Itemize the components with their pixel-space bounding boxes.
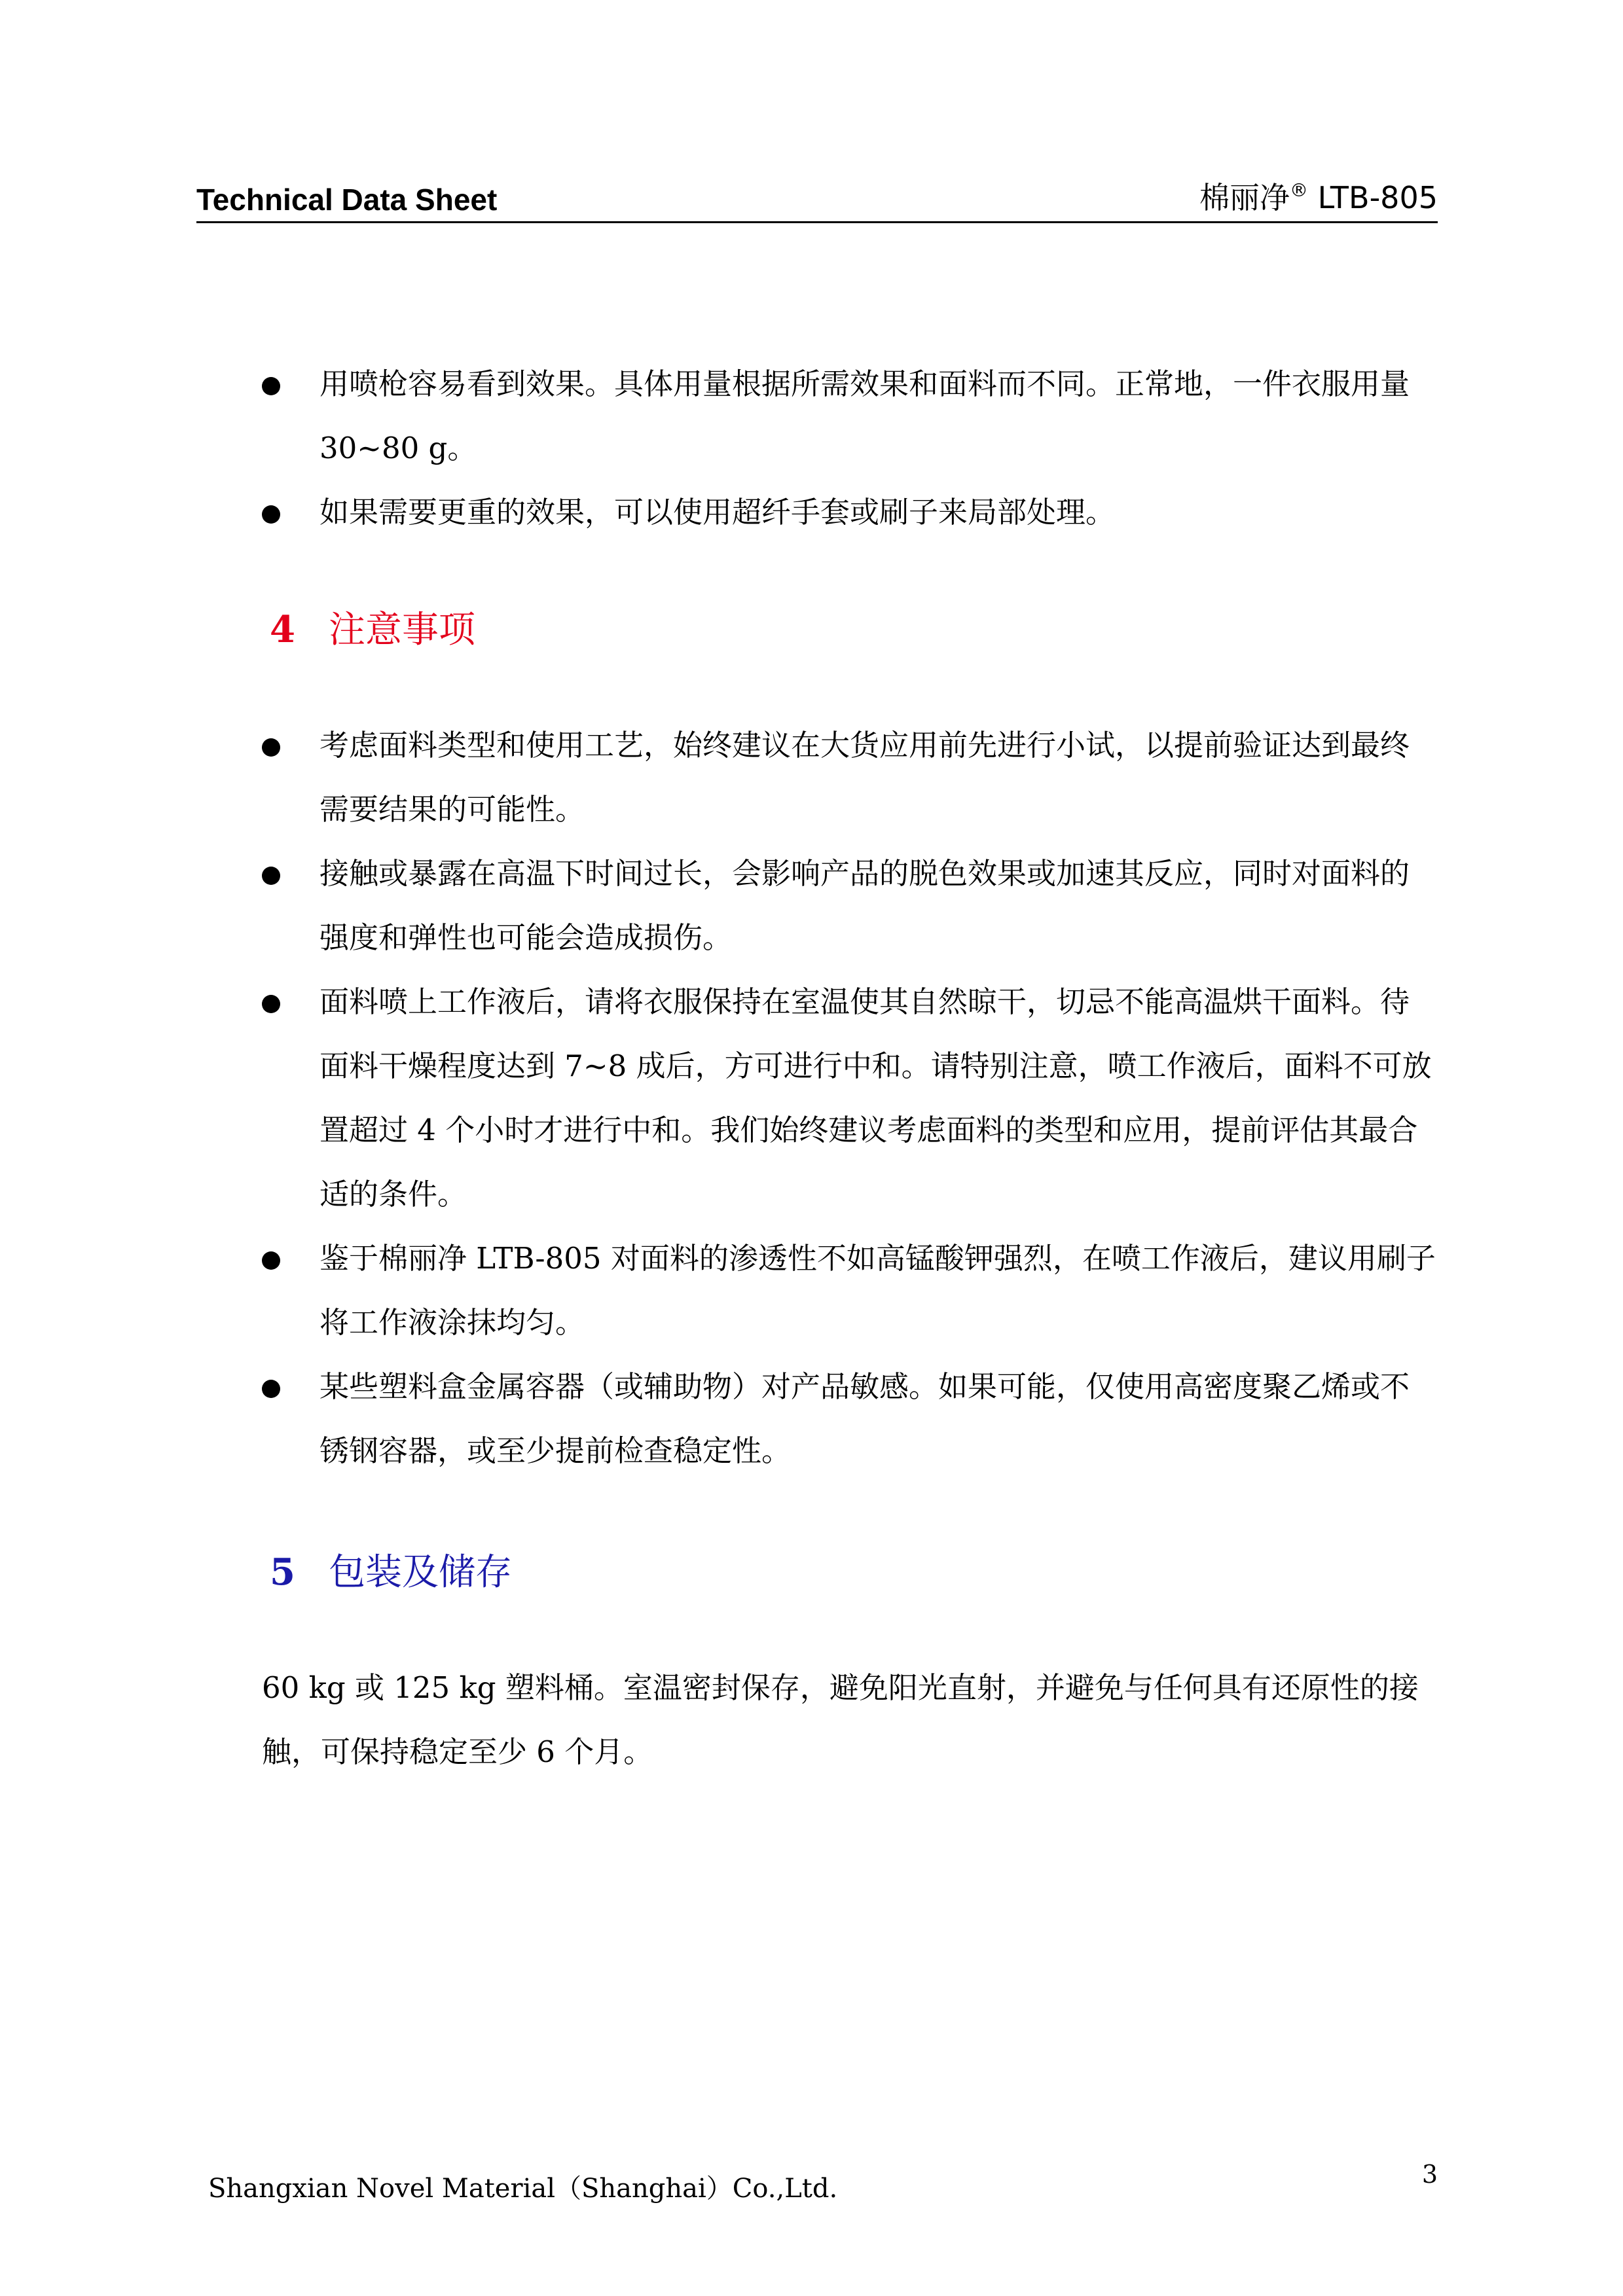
bullet-icon — [262, 738, 280, 757]
packaging-paragraph: 60 kg 或 125 kg 塑料桶。室温密封保存，避免阳光直射，并避免与任何具有还原性的接触，可保持稳定至少 6 个月。 — [262, 1670, 1419, 1769]
footer-company: Shangxian Novel Material（Shanghai）Co.,Ltd. — [208, 2174, 838, 2204]
section-number: 5 — [270, 1551, 295, 1594]
bullet-icon — [262, 377, 280, 395]
section-title: 包装及储存 — [329, 1551, 512, 1594]
product-code: LTB-805 — [1308, 180, 1438, 215]
section-5-heading — [270, 1543, 512, 1596]
precautions-list — [262, 713, 1438, 1483]
list-item: 接触或暴露在高温下时间过长，会影响产品的脱色效果或加速其反应，同时对面料的强度和弹性也可能会造成损伤。 — [262, 842, 1438, 970]
list-item: 面料喷上工作液后，请将衣服保持在室温使其自然晾干，切忌不能高温烘干面料。待面料干燥程度达到 7~8 成后，方可进行中和。请特别注意，喷工作液后，面料不可放置超过 4 个小时才进行中和。我们始终建议考虑面料的类型和应用，提前评估其最合适的条件。 — [262, 970, 1438, 1227]
product-name: 棉丽净 — [1199, 180, 1290, 215]
section-title: 注意事项 — [329, 609, 475, 651]
product-name-label — [1199, 174, 1438, 217]
bullet-icon — [262, 505, 280, 524]
list-item: 考虑面料类型和使用工艺，始终建议在大货应用前先进行小试，以提前验证达到最终需要结果的可能性。 — [262, 713, 1438, 842]
list-item: 鉴于棉丽净 LTB-805 对面料的渗透性不如高锰酸钾强烈，在喷工作液后，建议用刷子将工作液涂抹均匀。 — [262, 1227, 1438, 1355]
bullet-icon — [262, 1251, 280, 1270]
page-header — [196, 175, 1438, 223]
list-item: 某些塑料盒金属容器（或辅助物）对产品敏感。如果可能，仅使用高密度聚乙烯或不锈钢容器，或至少提前检查稳定性。 — [262, 1355, 1438, 1483]
document-type-label: Technical Data Sheet — [196, 183, 498, 217]
list-item: 用喷枪容易看到效果。具体用量根据所需效果和面料而不同。正常地，一件衣服用量 30~80 g。 — [262, 352, 1438, 480]
usage-bullets — [262, 352, 1438, 545]
bullet-icon — [262, 995, 280, 1013]
list-item: 如果需要更重的效果，可以使用超纤手套或刷子来局部处理。 — [262, 480, 1438, 545]
registered-mark: ® — [1290, 179, 1309, 201]
page-number: 3 — [1421, 2160, 1438, 2189]
section-4-heading — [270, 601, 475, 653]
bullet-icon — [262, 867, 280, 885]
bullet-icon — [262, 1380, 280, 1398]
section-number: 4 — [270, 608, 295, 651]
